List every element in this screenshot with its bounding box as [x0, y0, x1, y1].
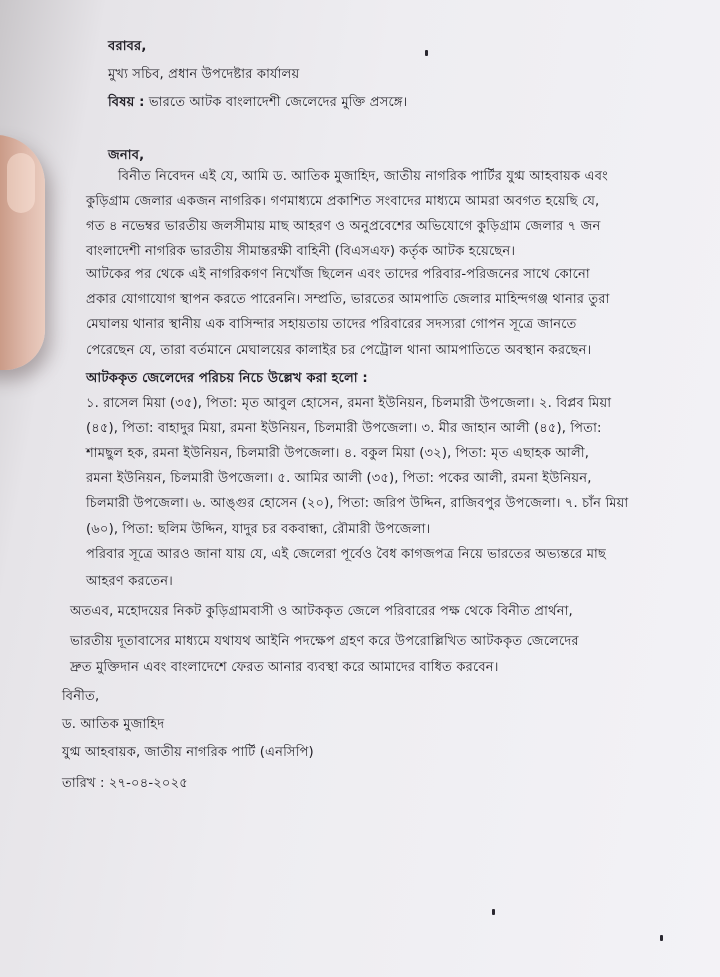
thumb-in-photo	[0, 135, 45, 370]
list-line: চিলমারী উপজেলা। ৬. আঙ্গুর হোসেন (২০), পিতা: জরিপ উদ্দিন, রাজিবপুর উপজেলা। ৭. চাঁন মিয়া	[86, 496, 629, 511]
date-line: তারিখ : ২৭-০৪-২০২৫	[62, 776, 188, 791]
sender-name: ড. আতিক মুজাহিদ	[62, 717, 165, 732]
list-line: রমনা ইউনিয়ন, চিলমারী উপজেলা। ৫. আমির আলী (৩৫), পিতা: পকের আলী, রমনা ইউনিয়ন,	[86, 471, 592, 486]
request-line: অতএব, মহোদয়ের নিকট কুড়িগ্রামবাসী ও আটককৃত জেলে পরিবারের পক্ষ থেকে বিনীত প্রার্থনা,	[70, 604, 573, 619]
closing: বিনীত,	[62, 689, 100, 704]
list-line: (৬০), পিতা: ছলিম উদ্দিন, যাদুর চর বকবান্ধা, রৌমারী উপজেলা।	[86, 522, 431, 537]
sender-title: যুগ্ম আহবায়ক, জাতীয় নাগরিক পার্টি (এনসিপি)	[62, 745, 314, 760]
body-line: পেরেছেন যে, তারা বর্তমানে মেঘালয়ের কালাইর চর পেট্রোল থানা আমপাতিতে অবস্থান করছেন।	[86, 343, 592, 358]
family-line: আহরণ করতেন।	[86, 574, 173, 589]
body-line: মেঘালয় থানার স্থানীয় এক বাসিন্দার সহায়তায় তাদের পরিবারের সদস্যরা গোপন সূত্রে জানতে	[86, 317, 577, 332]
ink-speck	[492, 909, 495, 915]
body-line: বাংলাদেশী নাগরিক ভারতীয় সীমান্তরক্ষী বাহিনী (বিএসএফ) কর্তৃক আটক হয়েছেন।	[86, 244, 516, 259]
ink-speck	[425, 50, 428, 56]
body-line: আটকের পর থেকে এই নাগরিকগণ নিখোঁজ ছিলেন এবং তাদের পরিবার-পরিজনের সাথে কোনো	[86, 267, 590, 282]
family-line: পরিবার সূত্রে আরও জানা যায় যে, এই জেলেরা পূর্বেও বৈধ কাগজপত্র নিয়ে ভারতের অভ্যন্তরে মাছ	[86, 547, 607, 562]
ink-speck	[660, 935, 663, 941]
subject-text: ভারতে আটক বাংলাদেশী জেলেদের মুক্তি প্রসঙ্গে।	[144, 95, 408, 110]
body-line: গত ৪ নভেম্বর ভারতীয় জলসীমায় মাছ আহরণ ও অনুপ্রবেশের অভিযোগে কুড়িগ্রাম জেলার ৭ জন	[86, 219, 601, 234]
body-line: বিনীত নিবেদন এই যে, আমি ড. আতিক মুজাহিদ, জাতীয় নাগরিক পার্টির যুগ্ম আহবায়ক এবং	[118, 169, 608, 184]
body-line: কুড়িগ্রাম জেলার একজন নাগরিক। গণমাধ্যমে প্রকাশিত সংবাদের মাধ্যমে আমরা অবগত হয়েছি যে,	[86, 194, 600, 209]
request-line: ভারতীয় দূতাবাসের মাধ্যমে যথাযথ আইনি পদক্ষেপ গ্রহণ করে উপরোল্লিখিত আটককৃত জেলেদের	[70, 634, 579, 649]
salutation: জনাব,	[108, 148, 145, 163]
list-line: ১. রাসেল মিয়া (৩৫), পিতা: মৃত আবুল হোসেন, রমনা ইউনিয়ন, চিলমারী উপজেলা। ২. বিপ্লব মিয়া	[86, 396, 612, 411]
list-line: শামছুল হক, রমনা ইউনিয়ন, চিলমারী উপজেলা। ৪. বকুল মিয়া (৩২), পিতা: মৃত এছাহক আলী,	[86, 446, 590, 461]
recipient: মুখ্য সচিব, প্রধান উপদেষ্টার কার্যালয়	[108, 67, 300, 82]
body-line: প্রকার যোগাযোগ স্থাপন করতে পারেননি। সম্প্রতি, ভারতের আমপাতি জেলার মাহিন্দগঞ্জ থানার তুরা	[86, 292, 610, 307]
list-line: (৪৫), পিতা: বাহাদুর মিয়া, রমনা ইউনিয়ন, চিলমারী উপজেলা। ৩. মীর জাহান আলী (৪৫), পিতা:	[86, 421, 602, 436]
subject-label: বিষয় :	[108, 95, 145, 110]
list-heading: আটককৃত জেলেদের পরিচয় নিচে উল্লেখ করা হলো :	[86, 371, 368, 386]
subject	[108, 94, 407, 112]
request-line: দ্রুত মুক্তিদান এবং বাংলাদেশে ফেরত আনার ব্যবস্থা করে আমাদের বাধিত করবেন।	[70, 660, 499, 675]
to-heading: বরাবর,	[108, 39, 147, 54]
